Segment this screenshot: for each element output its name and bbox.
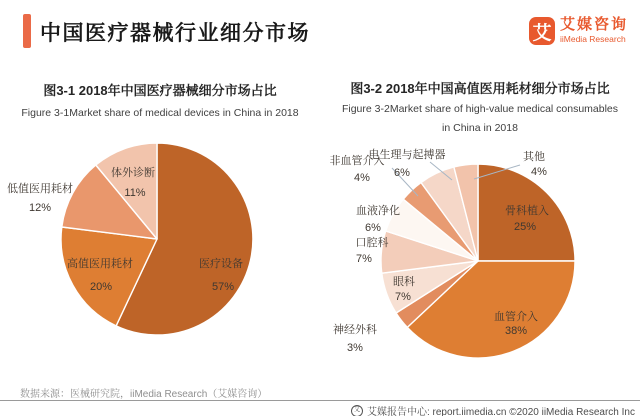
pie1-label-value-0: 57% <box>211 281 235 293</box>
footer-divider <box>0 400 640 401</box>
pie1-label-value-2: 12% <box>28 202 52 214</box>
report-center-note <box>351 403 635 416</box>
pie2-label-name-2: 神经外科 <box>333 324 377 336</box>
pie2-label-value-8: 4% <box>531 166 547 178</box>
pie2-label-value-5: 6% <box>365 222 381 234</box>
pie1-label-name-3: 体外诊断 <box>111 167 155 179</box>
iimedia-logo-icon: 艾 <box>529 17 555 45</box>
page-title: 中国医疗器械行业细分市场 <box>40 22 310 45</box>
pie2-label-value-3: 7% <box>395 291 411 303</box>
pie-charts-canvas <box>0 140 640 380</box>
pie1-label-value-3: 11% <box>124 187 146 199</box>
pie2-label-name-8: 其他 <box>523 151 545 163</box>
pie2-label-name-0: 骨科植入 <box>505 205 549 217</box>
logo-name-en: iiMedia Research <box>560 34 626 44</box>
data-source-note: 数据来源：医械研究院，iiMedia Research（艾媒咨询） <box>20 389 268 400</box>
pie2-label-name-5: 血液净化 <box>356 205 400 217</box>
pie1-label-name-1: 高值医用耗材 <box>67 258 133 270</box>
pie2-label-value-2: 3% <box>347 342 363 354</box>
pie2-label-name-3: 眼科 <box>393 276 415 288</box>
logo-name-cn: 艾媒咨询 <box>560 16 629 33</box>
pie2-label-name-7: 电生理与起搏器 <box>368 149 446 161</box>
pie2-label-value-0: 25% <box>513 221 537 233</box>
iimedia-logo <box>529 17 628 45</box>
report-center-text: 艾媒报告中心: report.iimedia.cn ©2020 iiMedia Research Inc <box>366 407 635 416</box>
chart1-title: 图3-1 2018年中国医疗器械细分市场占比 <box>43 83 277 98</box>
iimedia-badge-icon: 艾 <box>351 405 363 416</box>
chart2-subtitle-line2: in China in 2018 <box>442 122 518 134</box>
pie1-label-name-0: 医疗设备 <box>199 258 243 270</box>
chart1-subtitle: Figure 3-1Market share of medical devices in China in 2018 <box>21 107 299 119</box>
pie2-label-value-6: 4% <box>354 172 370 184</box>
pie2-label-value-7: 6% <box>394 167 410 179</box>
pie1-label-name-2: 低值医用耗材 <box>7 183 73 195</box>
logo-text <box>560 17 628 44</box>
title-accent-bar <box>23 14 31 48</box>
chart2-subtitle-line1: Figure 3-2Market share of high-value medical consumables <box>341 103 619 115</box>
pie2-label-name-1: 血管介入 <box>494 311 538 323</box>
pie2-label-name-6: 非血管介入 <box>329 155 385 167</box>
pie2-label-value-4: 7% <box>356 253 372 265</box>
pie2-label-value-1: 38% <box>504 325 528 337</box>
pie2-label-name-4: 口腔科 <box>355 237 389 249</box>
chart2-subtitle <box>320 100 640 138</box>
pie1-label-value-1: 20% <box>89 281 113 293</box>
chart2-title: 图3-2 2018年中国高值医用耗材细分市场占比 <box>350 81 610 96</box>
